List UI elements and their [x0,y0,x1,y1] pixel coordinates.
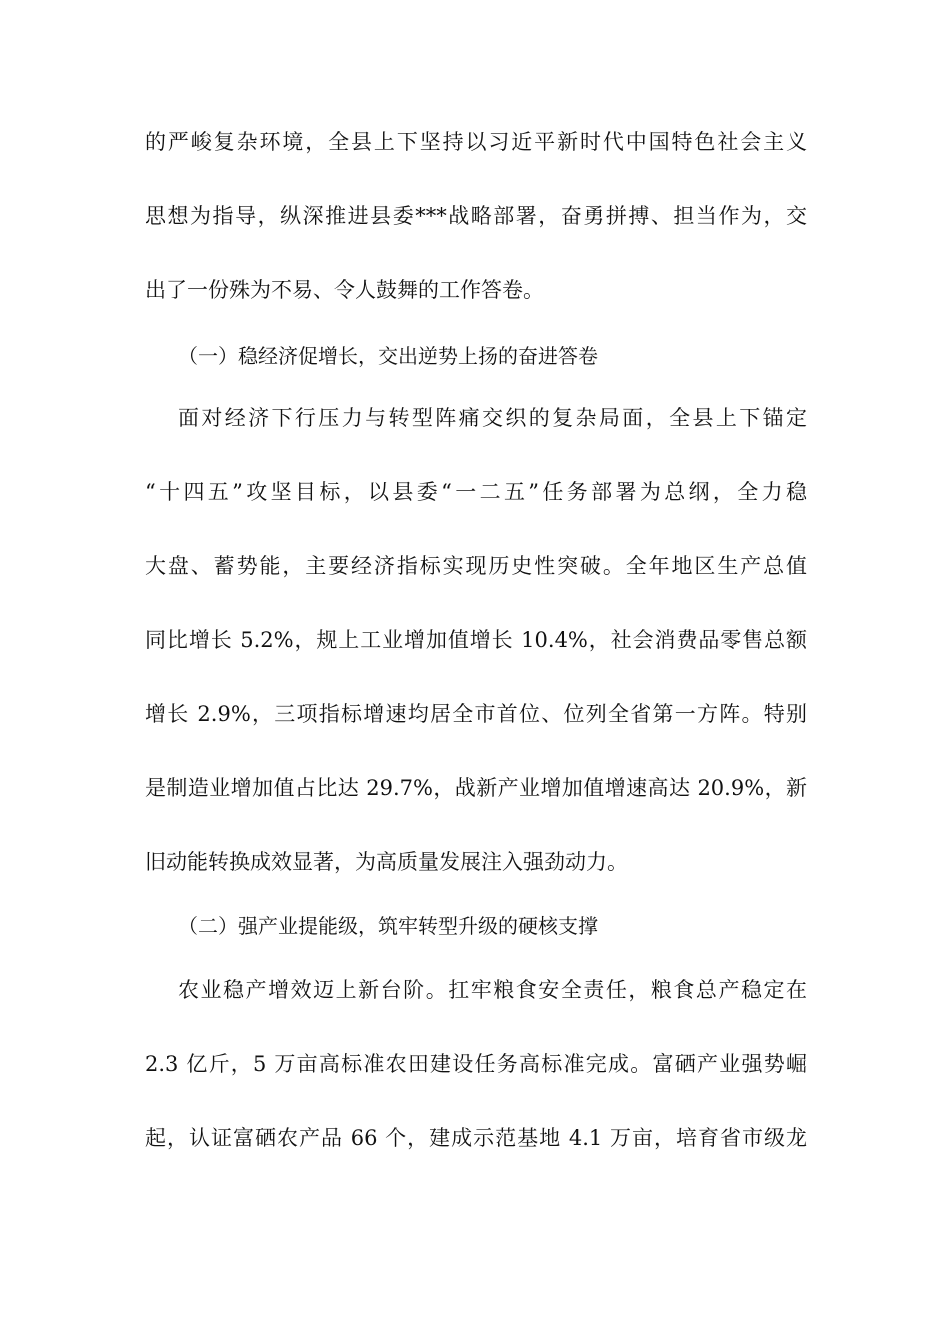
paragraph-line: 农业稳产增效迈上新台阶。扛牢粮食安全责任，粮食总产稳定在 [178,978,807,1002]
paragraph-line: 起，认证富硒农产品 66 个，建成示范基地 4.1 万亩，培育省市级龙 [145,1126,807,1150]
paragraph-line: 出了一份殊为不易、令人鼓舞的工作答卷。 [145,278,544,302]
paragraph-line: 同比增长 5.2%，规上工业增加值增长 10.4%，社会消费品零售总额 [145,628,807,652]
paragraph-line: 2.3 亿斤，5 万亩高标准农田建设任务高标准完成。富硒产业强势崛 [145,1052,807,1076]
paragraph-line: 大盘、蓄势能，主要经济指标实现历史性突破。全年地区生产总值 [145,554,807,578]
paragraph-line: “十四五”攻坚目标，以县委“一二五”任务部署为总纲，全力稳 [145,480,807,504]
paragraph-line: 增长 2.9%，三项指标增速均居全市首位、位列全省第一方阵。特别 [145,702,807,726]
section-heading: （二）强产业提能级，筑牢转型升级的硬核支撑 [178,914,598,938]
paragraph-line: 旧动能转换成效显著，为高质量发展注入强劲动力。 [145,850,628,874]
paragraph-line: 面对经济下行压力与转型阵痛交织的复杂局面，全县上下锚定 [178,406,807,430]
paragraph-line: 思想为指导，纵深推进县委***战略部署，奋勇拼搏、担当作为，交 [145,204,807,228]
paragraph-line: 的严峻复杂环境，全县上下坚持以习近平新时代中国特色社会主义 [145,130,807,154]
section-heading: （一）稳经济促增长，交出逆势上扬的奋进答卷 [178,344,598,368]
paragraph-line: 是制造业增加值占比达 29.7%，战新产业增加值增速高达 20.9%，新 [145,776,807,800]
